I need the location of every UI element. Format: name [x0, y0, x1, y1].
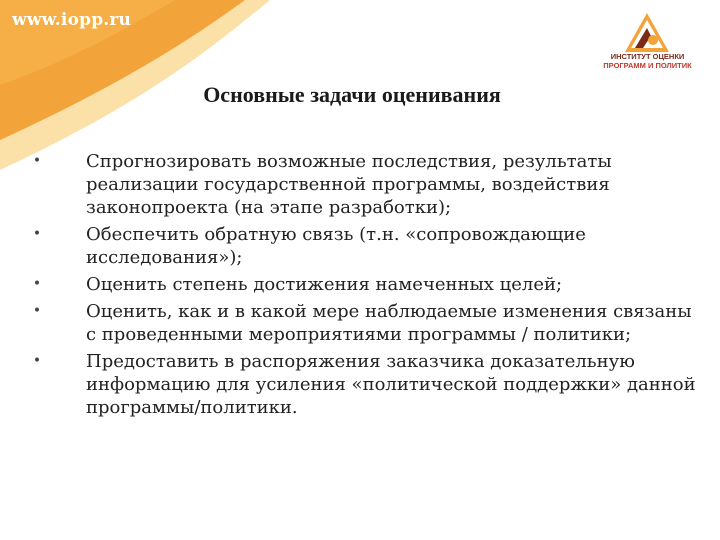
list-item-text: Оценить, как и в какой мере наблюдаемые изменения связаны с проведенными мероприятиями программы / политики; [86, 301, 692, 345]
task-list [30, 150, 702, 423]
logo-line1: ИНСТИТУТ ОЦЕНКИ [610, 52, 685, 61]
logo-line2: ПРОГРАММ И ПОЛИТИК [603, 61, 692, 70]
bullet-icon: • [32, 276, 42, 292]
list-item [30, 223, 702, 269]
bullet-icon: • [32, 226, 42, 242]
list-item [30, 350, 702, 419]
logo-text [585, 52, 710, 70]
list-item-text: Спрогнозировать возможные последствия, результаты реализации государственной программы, воздействия законопроекта (на этапе разработки); [86, 151, 612, 218]
list-item-text: Оценить степень достижения намеченных целей; [86, 274, 563, 295]
list-item [30, 150, 702, 219]
list-item-text: Предоставить в распоряжения заказчика доказательную информацию для усиления «политической поддержки» данной программы/политики. [86, 351, 696, 418]
list-item-text: Обеспечить обратную связь (т.н. «сопровождающие исследования»); [86, 224, 586, 268]
page-title-text: Основные задачи оценивания [203, 82, 501, 107]
bullet-icon: • [32, 303, 42, 319]
page-title [0, 82, 720, 108]
bullet-icon: • [32, 153, 42, 169]
list-item [30, 300, 702, 346]
triangle-logo-icon [625, 13, 669, 52]
list-item [30, 273, 702, 296]
site-url[interactable]: www.iopp.ru [12, 10, 132, 30]
bullet-icon: • [32, 353, 42, 369]
